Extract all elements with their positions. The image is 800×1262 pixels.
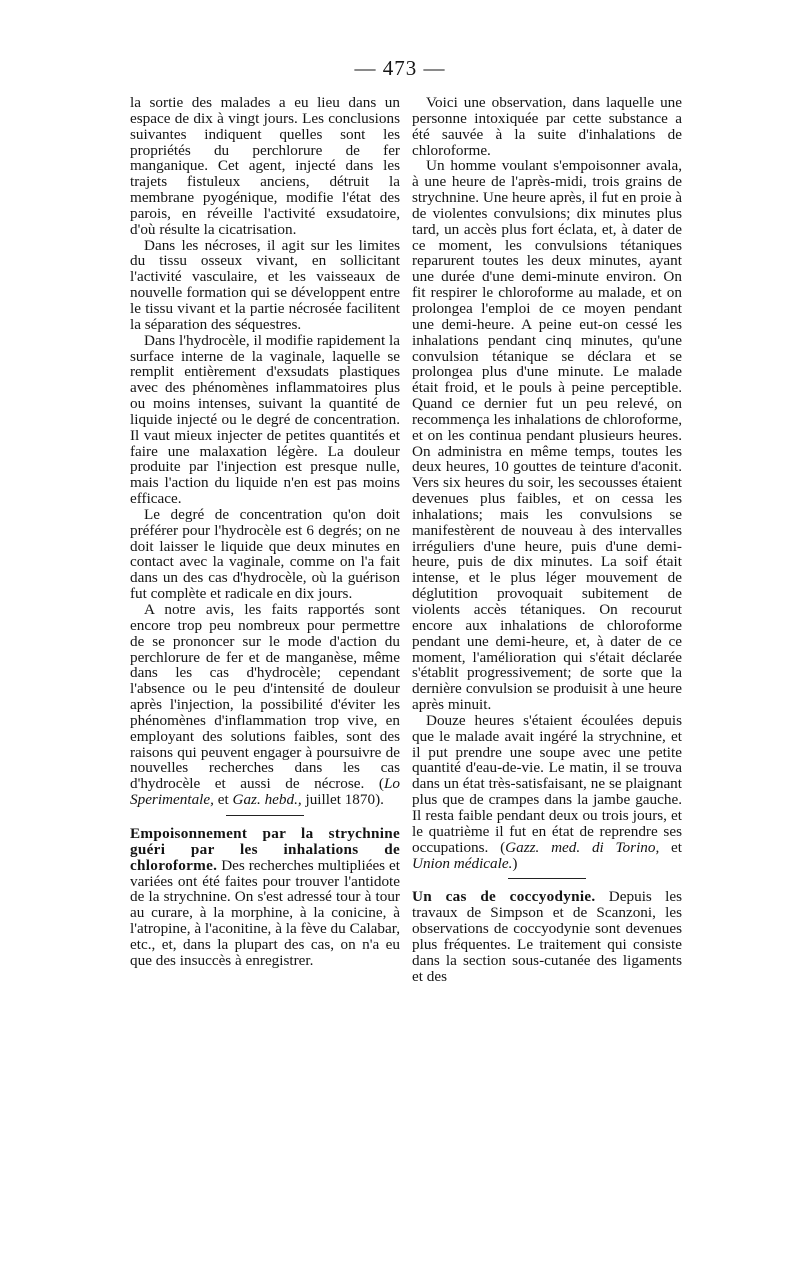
section-divider <box>226 815 304 816</box>
journal-gazz-torino: Gazz. med. di Torino, <box>505 838 660 856</box>
ref-and: et <box>213 791 233 809</box>
ref-date: juillet 1870). <box>301 791 384 809</box>
ref-paren-close: ) <box>512 854 518 872</box>
ref-paren-open: ( <box>488 838 506 856</box>
conclusion-text: A notre avis, les faits rapportés sont encore trop peu nombreux pour permettre de se prononcer sur le mode d'action du perchlorure de fer et de manganèse, même dans les cas d'hydrocèle; cependant l'absence ou le peu d'intensité de douleur après l'injection, la possibilité d'éviter les phénomènes d'inflammation trop vive, en employant des solutions faibles, sont des raisons qui peuvent engager à poursuivre de nouvelles recherches dans les cas d'hydrocèle et aussi de nécrose. <box>130 601 400 793</box>
paragraph-necroses: Dans les nécroses, il agit sur les limites du tissu osseux vivant, en sollicitant l'activité vasculaire, et les vaisseaux de nouvelle formation qui se développent entre le tissu vivant et la partie nécrosée facilitent la séparation des séquestres. <box>130 236 400 333</box>
recovery-text: Douze heures s'étaient écoulées depuis que le malade avait ingéré la strychnine, et il put prendre une soupe avec une petite quantité d'eau-de-vie. Le matin, il se trouva dans un état très-satisfaisant, ne se plaignant plus que de crampes dans la jambe gauche. Il resta faible pendant deux ou trois jours, et le quatrième il fut en état de reprendre ses occupations. <box>412 711 682 856</box>
journal-sperimentale: Lo Sperimentale, <box>130 775 401 809</box>
section-text-coccyodynie: Depuis les travaux de Simpson et de Scanzoni, les observations de coccyodynie sont devenues plus fréquentes. Le traitement qui consiste dans la section sous-cutanée des ligaments et des <box>412 888 682 985</box>
paragraph-recovery <box>412 713 682 871</box>
paragraph-fistules: la sortie des malades a eu lieu dans un espace de dix à vingt jours. Les conclusions suivantes indiquent quelles sont les propriétés du perchlorure de fer manganique. Cet agent, injecté dans les trajets fistuleux anciens, détruit la membrane pyogénique, modifie l'état des parois, en réveille l'activité exsudatoire, d'où résulte la cicatrisation. <box>130 94 400 238</box>
right-column <box>412 95 682 984</box>
paragraph-conclusion <box>130 602 400 808</box>
page-number: — 473 — <box>354 56 446 80</box>
left-column <box>130 95 400 969</box>
paragraph-concentration: Le degré de concentration qu'on doit préférer pour l'hydrocèle est 6 degrés; on ne doit laisser le liquide que deux minutes en contact avec la vaginale, comme on l'a fait dans un des cas d'hydrocèle, où la guérison fut complète et radicale en dix jours. <box>130 505 400 603</box>
journal-gaz-hebd: Gaz. hebd., <box>232 791 302 809</box>
section-title-strychnine: Empoisonnement par la strychnine guéri par les inhalations de chloroforme. <box>130 824 400 874</box>
journal-union-medicale: Union médicale. <box>412 854 513 872</box>
paragraph-hydrocele: Dans l'hydrocèle, il modifie rapidement la surface interne de la vaginale, laquelle se remplit entièrement d'exsudats plastiques avec des phénomènes inflammatoires plus ou moins intenses, suivant la quantité de liquide injecté ou le degré de concentration. Il vaut mieux injecter de petites quantités et faire une malaxation légère. La douleur produite par l'injection est presque nulle, mais l'action du liquide n'en est pas moins efficace. <box>130 331 400 508</box>
ref-paren-open: ( <box>378 775 384 793</box>
ref-and: et <box>659 838 682 856</box>
section-text-strychnine: Des recherches multipliées et variées ont été faites pour trouver l'antidote de la strychnine. On s'est adressé tour à tour au curare, à la morphine, à la conicine, à l'atropine, à l'aconitine, à la fève du Calabar, etc., et, dans la plupart des cas, on n'a eu que des insuccès à enregistrer. <box>130 856 400 969</box>
section-title-coccyodynie: Un cas de coccyodynie. <box>412 888 596 906</box>
paragraph-observation: Voici une observation, dans laquelle une personne intoxiquée par cette substance a été sauvée à la suite d'inhalations de chloroforme. <box>412 94 682 159</box>
section-strychnine <box>130 826 400 969</box>
section-coccyodynie <box>412 889 682 984</box>
paragraph-case: Un homme voulant s'empoisonner avala, à une heure de l'après-midi, trois grains de strychnine. Une heure après, il fut en proie à de violentes convulsions; dix minutes plus tard, un accès plus fort éclata, et, à dater de ce moment, les convulsions tétaniques reparurent toutes les deux minutes, ayant une durée d'une demi-minute environ. On fit respirer le chloroforme au malade, et on prolongea l'emploi de ce moyen pendant une demi-heure. A peine eut-on cessé les inhalations pendant cinq minutes, qu'une convulsion tétanique se déclara et se prolongea plus d'une minute. Le malade était froid, et le pouls à peine perceptible. Quand ce dernier fut un peu relevé, on recommença les inhalations de chloroforme, et on les continua pendant plusieurs heures. On administra en même temps, toutes les deux heures, 10 gouttes de teinture d'aconit. Vers six heures du soir, les secousses étaient devenues plus faibles, et on cessa les inhalations; mais les convulsions se manifestèrent de nouveau à des intervalles irréguliers d'une heure, puis d'une demi-heure, puis de dix minutes. La soif était intense, et le plus léger mouvement de déglutition provoquait subitement de violents accès tétaniques. On recourut encore aux inhalations de chloroforme pendant une demi-heure, et, à dater de ce moment, l'amélioration qui s'était déclarée s'établit progressivement; de sorte que la dernière convulsion se produisit à une heure après minuit. <box>412 157 682 714</box>
section-divider <box>508 878 586 879</box>
